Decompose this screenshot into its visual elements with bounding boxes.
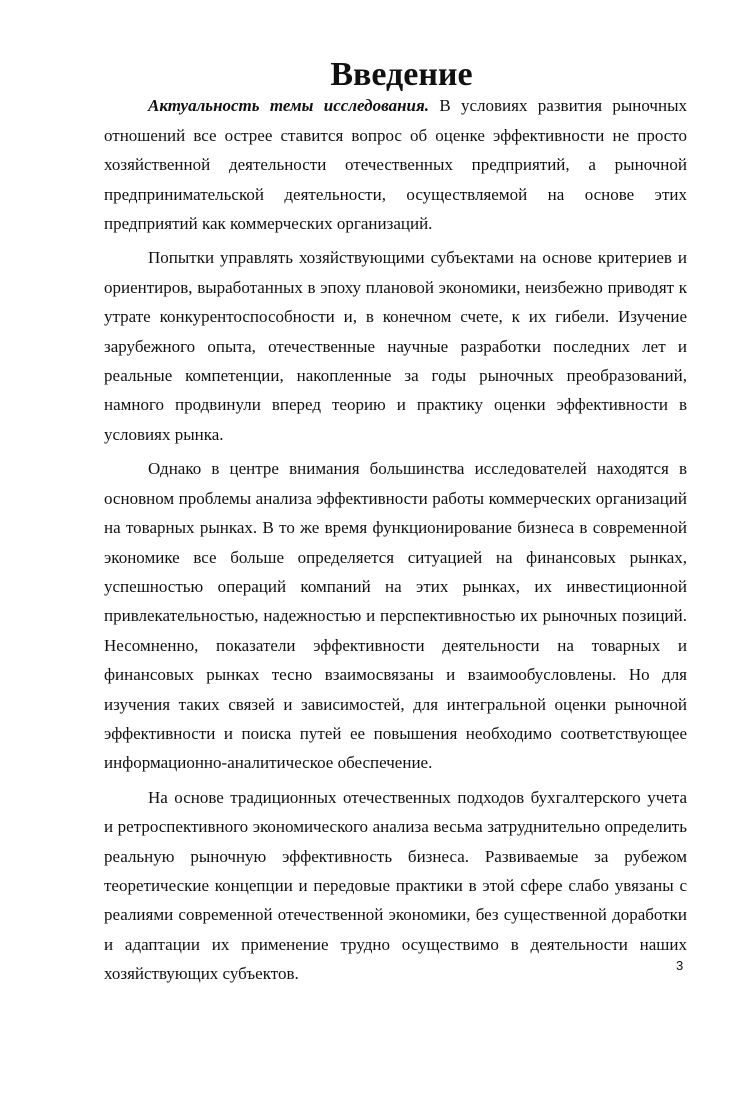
- paragraph-4: На основе традиционных отечественных подходов бухгалтерского учета и ретроспективного экономического анализа весьма затруднительно определить реальную рыночную эффективность бизнеса. Развиваемые за рубежом теоретические концепции и передовые практики в этой сфере слабо увязаны с реалиями современной отечественной экономики, без существенной доработки и адаптации их применение трудно осуществимо в деятельности наших хозяйствующих субъектов.: [104, 787, 687, 984]
- paragraph-text: В условиях развития рыночных отношений все острее ставится вопрос об оценке эффективности не просто хозяйственной деятельности отечественных предприятий, а рыночной предпринимательской деятельности, осуществляемой на основе этих предприятий как коммерческих организаций.: [104, 96, 687, 234]
- paragraph-3: Однако в центре внимания большинства исследователей находятся в основном проблемы анализа эффективности работы коммерческих организаций на товарных рынках. В то же время функционирование бизнеса в современной экономике все больше определяется ситуацией на финансовых рынках, успешностью операций компаний на этих рынках, их инвестиционной привлекательностью, надежностью и перспективностью их рыночных позиций. Несомненно, показатели эффективности деятельности на товарных и финансовых рынках тесно взаимосвязаны и взаимообусловлены. Но для изучения таких связей и зависимостей, для интегральной оценки рыночной эффективности и поиска путей ее повышения необходимо соответствующее информационно-аналитическое обеспечение.: [104, 459, 687, 773]
- paragraph-2: Попытки управлять хозяйствующими субъектами на основе критериев и ориентиров, выработанных в эпоху плановой экономики, неизбежно приводят к утрате конкурентоспособности и, в конечном счете, к их гибели. Изучение зарубежного опыта, отечественные научные разработки последних лет и реальные компетенции, накопленные за годы рыночных преобразований, намного продвинули вперед теорию и практику оценки эффективности в условиях рынка.: [104, 248, 687, 444]
- document-body: [104, 56, 687, 989]
- page-number: 3: [676, 958, 684, 973]
- paragraph-relevance: [104, 91, 687, 238]
- paragraph-lead: Актуальность темы исследования.: [148, 96, 429, 116]
- section-title: Введение: [330, 56, 473, 93]
